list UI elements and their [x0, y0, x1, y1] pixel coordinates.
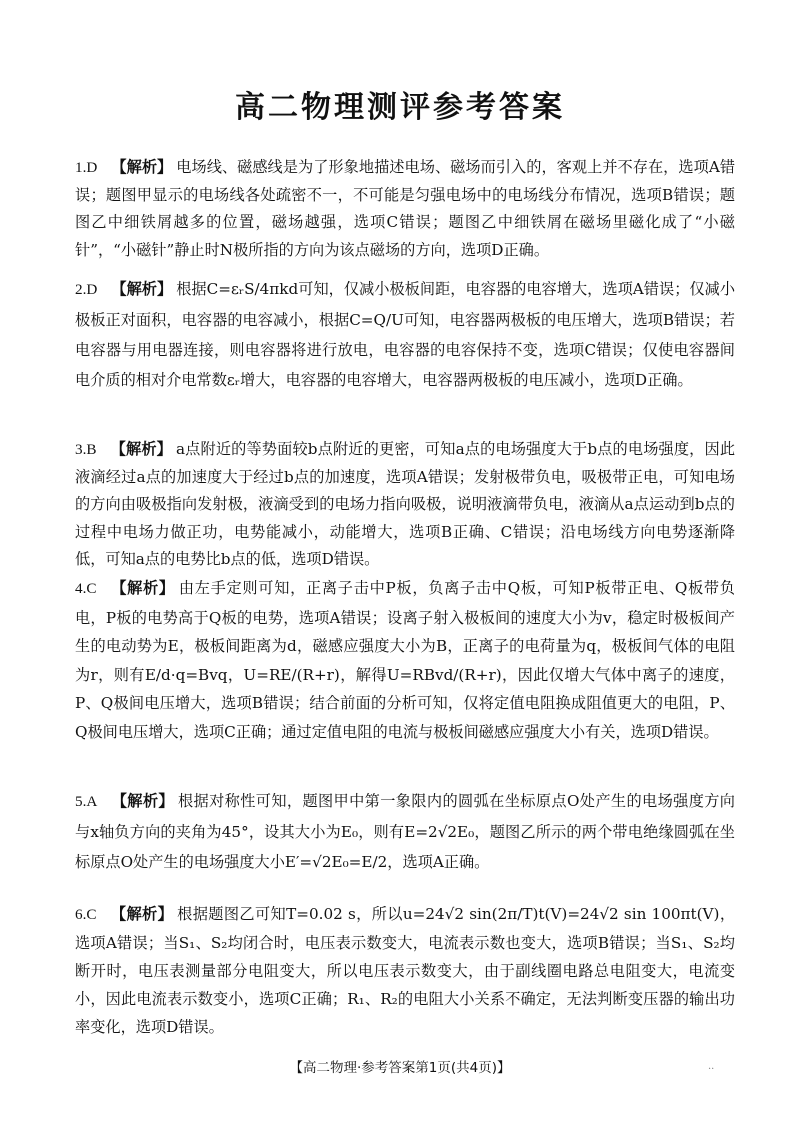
answer-number: 3.B — [75, 441, 97, 458]
answer-number: 1.D — [75, 159, 98, 176]
analysis-tag: 【解析】 — [111, 280, 173, 298]
analysis-tag: 【解析】 — [110, 579, 175, 597]
analysis-tag: 【解析】 — [111, 158, 173, 176]
answer-text: 由左手定则可知，正离子击中P板，负离子击中Q板，可知P板带正电、Q板带负电，P板的电势高于Q板的电势，选项A错误；设离子射入极板间的速度大小为v，稳定时极板间产生的电动势为E，极板间距离为d，磁感应强度大小为B，正离子的电荷量为q，极板间气体的电阻为r，则有E/d·q=Bvq，U=RE/(R+r)，解得U=RBvd/(R+r)，因此仅增大气体中离子的速度，P、Q极间电压增大，选项B错误；结合前面的分析可知，仅将定值电阻换成阻值更大的电阻，P、Q极间电压增大，选项C正确；通过定值电阻的电流与极板间磁感应强度大小有关，选项D错误。 — [75, 579, 735, 741]
page-footer: 【高二物理·参考答案第1页(共4页)】 — [289, 1060, 511, 1076]
answer-number: 5.A — [75, 793, 98, 810]
analysis-tag: 【解析】 — [110, 905, 174, 923]
answer-item-6 — [75, 900, 735, 1041]
answer-text: 根据对称性可知，题图甲中第一象限内的圆弧在坐标原点O处产生的电场强度方向与x轴负方向的夹角为45°，设其大小为E₀，则有E=2√2E₀，题图乙所示的两个带电绝缘圆弧在坐标原点O处产生的电场强度大小E′=√2E₀=E/2，选项A正确。 — [75, 792, 735, 871]
answer-number: 6.C — [75, 906, 97, 923]
answer-text: a点附近的等势面较b点附近的更密，可知a点的电场强度大于b点的电场强度，因此液滴经过a点的加速度大于经过b点的加速度，选项A错误；发射极带负电，吸极带正电，可知电场的方向由吸极指向发射极，液滴受到的电场力指向吸极，说明液滴带负电，液滴从a点运动到b点的过程中电场力做正功，电势能减小，动能增大，选项B正确、C错误；沿电场线方向电势逐渐降低，可知a点的电势比b点的低，选项D错误。 — [75, 440, 736, 569]
answer-text: 电场线、磁感线是为了形象地描述电场、磁场而引入的，客观上并不存在，选项A错误；题图甲显示的电场线各处疏密不一，不可能是匀强电场中的电场线分布情况，选项B错误；题图乙中细铁屑越多的位置，磁场越强，选项C错误；题图乙中细铁屑在磁场里磁化成了“小磁针”，“小磁针”静止时N极所指的方向为该点磁场的方向，选项D正确。 — [75, 158, 736, 259]
answer-item-2 — [75, 274, 735, 395]
answer-item-3 — [75, 436, 735, 574]
answer-text: 根据题图乙可知T=0.02 s，所以u=24√2 sin(2π/T)t(V)=24√2 sin 100πt(V)，选项A错误；当S₁、S₂均闭合时，电压表示数变大，电流表示数也变大，选项B错误；当S₁、S₂均断开时，电压表测量部分电阻变大，所以电压表示数变大，由于副线圈电路总电阻变大，电流变小，因此电流表示数变小，选项C正确；R₁、R₂的电阻大小关系不确定，无法判断变压器的输出功率变化，选项D错误。 — [75, 905, 736, 1036]
analysis-tag: 【解析】 — [110, 440, 172, 458]
page-title: 高二物理测评参考答案 — [235, 90, 565, 125]
answer-item-4 — [75, 574, 735, 746]
answer-number: 2.D — [75, 281, 98, 298]
analysis-tag: 【解析】 — [111, 792, 174, 810]
answer-number: 4.C — [75, 580, 97, 597]
answer-item-5 — [75, 786, 735, 877]
scan-dots: ·· — [708, 1064, 715, 1075]
answer-item-1 — [75, 154, 735, 264]
answer-text: 根据C=εᵣS/4πkd可知，仅减小极板间距，电容器的电容增大，选项A错误；仅减小极板正对面积，电容器的电容减小，根据C=Q/U可知，电容器两极板的电压增大，选项B错误；若电容器与用电器连接，则电容器将进行放电，电容器的电容保持不变，选项C错误；仅使电容器间电介质的相对介电常数εᵣ增大，电容器的电容增大，电容器两极板的电压减小，选项D正确。 — [75, 280, 736, 389]
